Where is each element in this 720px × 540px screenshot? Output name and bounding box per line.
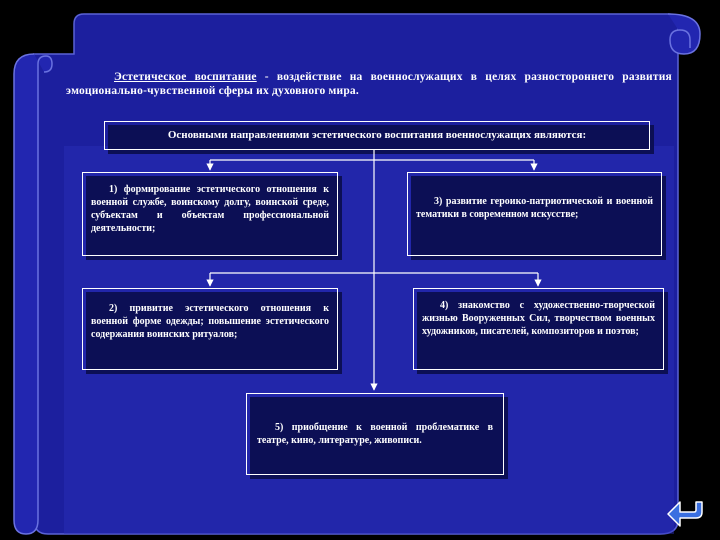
direction-text-3: 3) развитие героико-патриотической и военной тематики в современном искусстве; [416, 196, 653, 220]
intro-paragraph [66, 70, 672, 98]
direction-text-2: 2) привитие эстетического отношения к военной форме одежды; повышение эстетического содержания воинских ритуалов; [91, 303, 329, 340]
intro-definition: - воздействие на военнослужащих в целях разностороннего развития эмоционально-чувственной сферы их духовного мира. [66, 71, 672, 97]
direction-text-4: 4) знакомство с художественно-творческой жизнью Вооруженных Сил, творчеством военных художников, писателей, композиторов и поэтов; [422, 300, 655, 337]
direction-text-5: 5) приобщение к военной проблематике в театре, кино, литературе, живописи. [257, 422, 493, 446]
direction-box-2 [82, 288, 338, 370]
intro-term: Эстетическое воспитание [114, 71, 257, 83]
direction-text-1: 1) формирование эстетического отношения к военной службе, воинскому долгу, воинской среде, субъектам и объектам профессиональной деятельности; [91, 184, 329, 234]
scroll-curl-top-right [668, 14, 700, 54]
header-box [104, 121, 650, 150]
return-arrow-icon[interactable] [666, 498, 706, 530]
direction-box-5 [246, 393, 504, 475]
direction-box-1 [82, 172, 338, 256]
header-text: Основными направлениями эстетического воспитания военнослужащих являются: [167, 129, 587, 141]
direction-box-3 [407, 172, 662, 256]
direction-box-4 [413, 288, 664, 370]
